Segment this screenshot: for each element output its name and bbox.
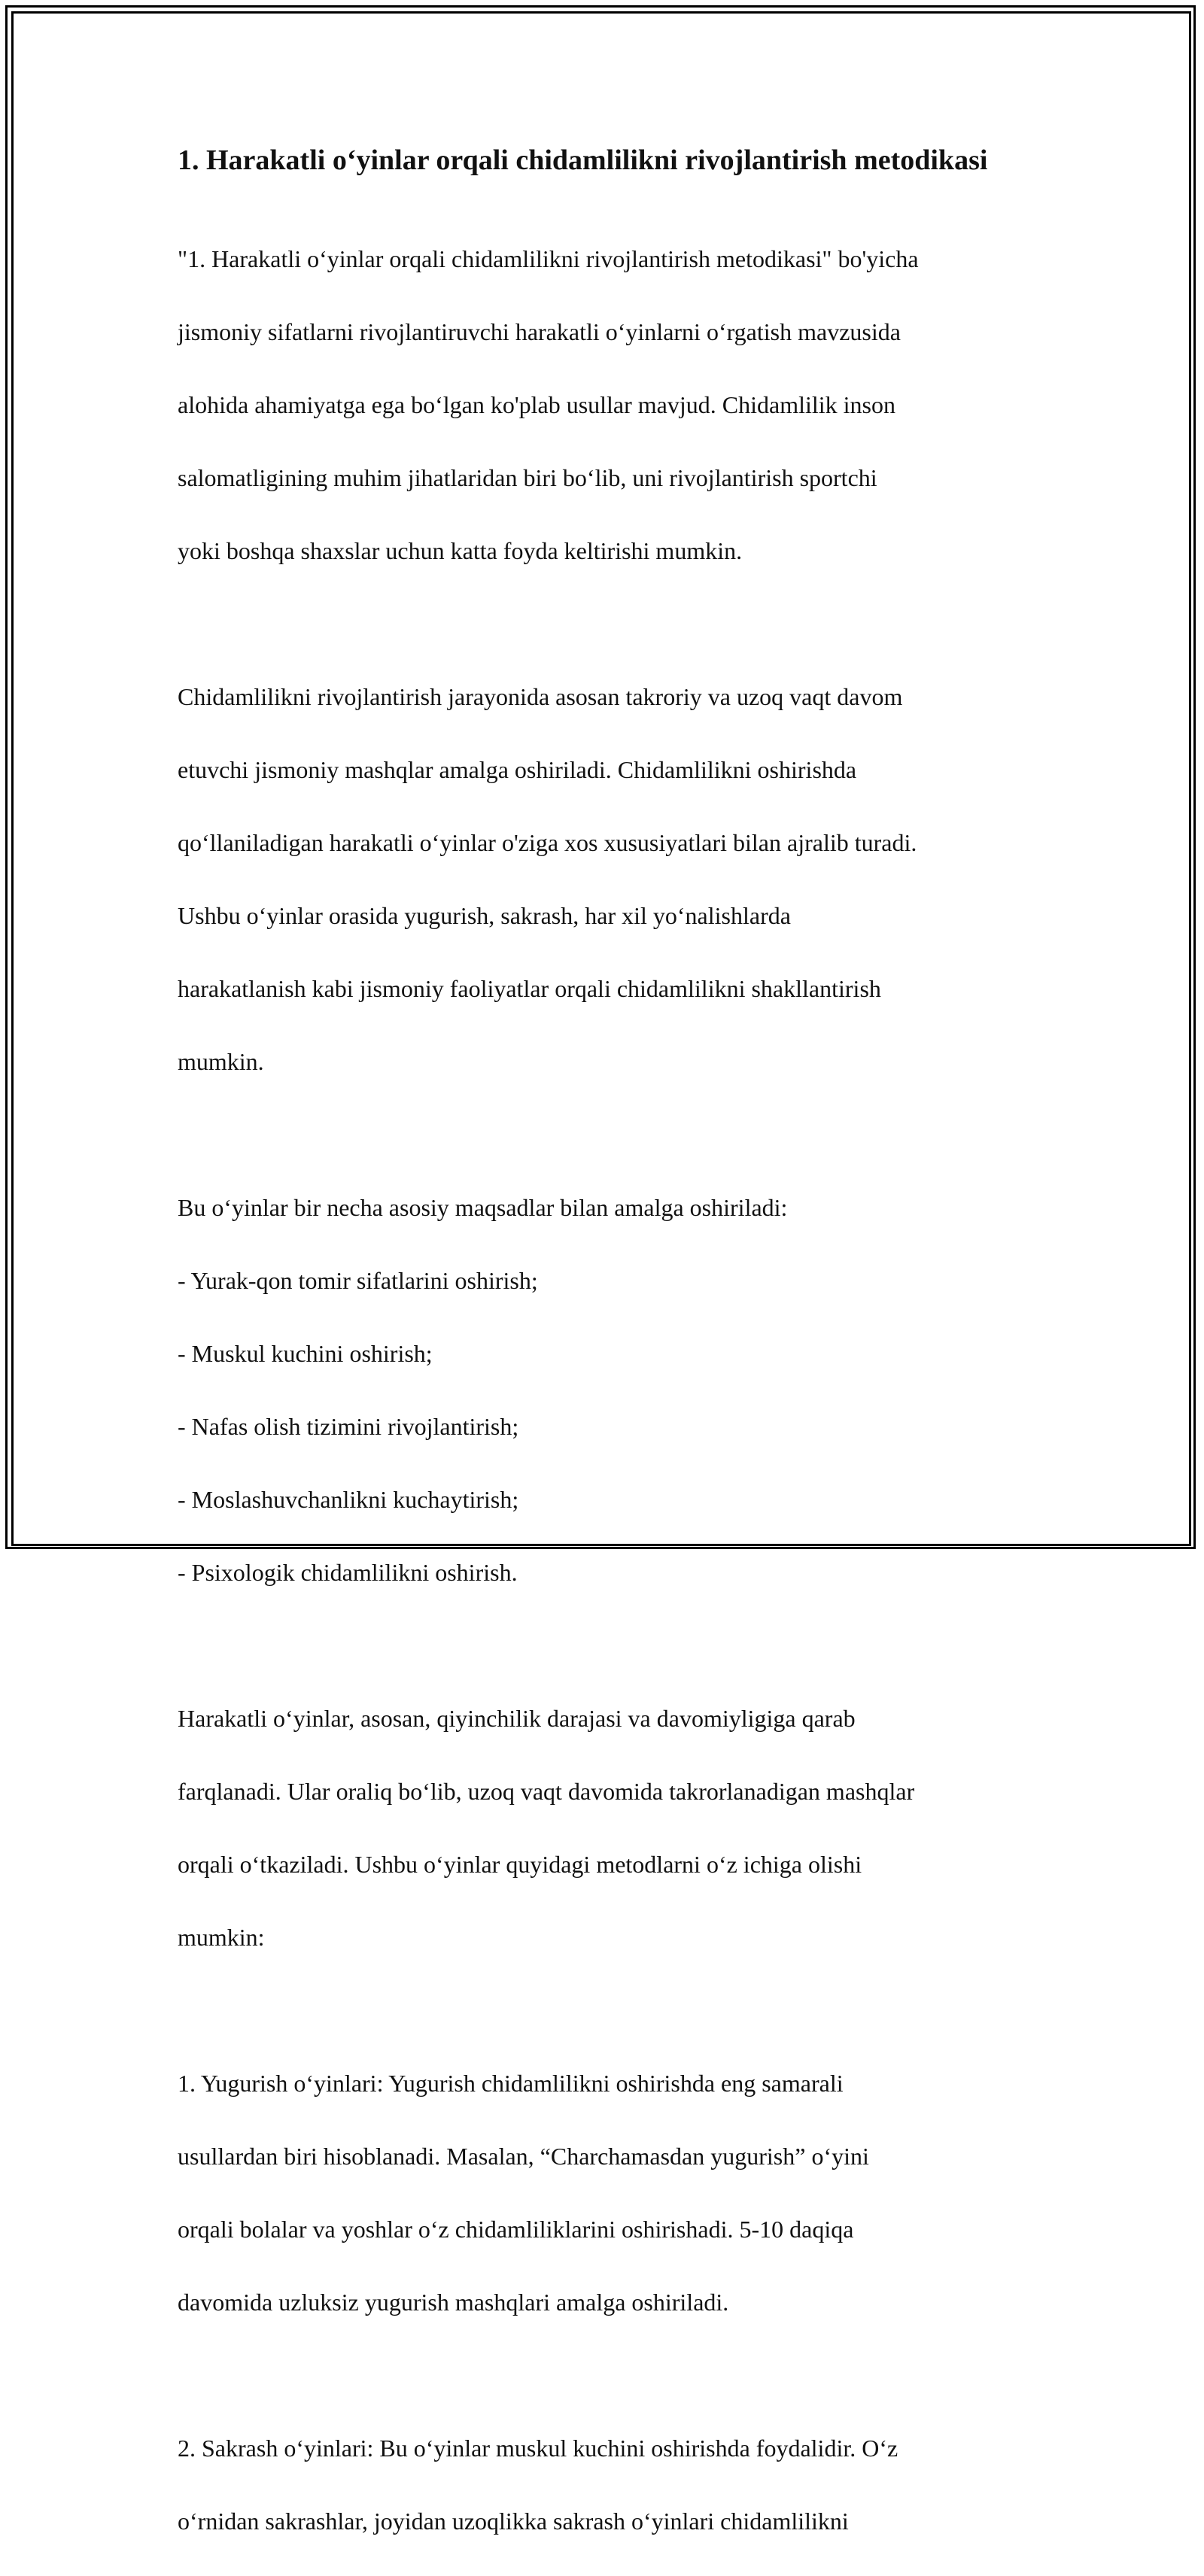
document-page [178, 140, 1050, 2576]
text-line: davomida uzluksiz yugurish mashqlari amalga oshiriladi. [178, 2288, 729, 2316]
text-line: o‘rnidan sakrashlar, joyidan uzoqlikka sakrash o‘yinlari chidamlilikni [178, 2507, 849, 2535]
text-line: jismoniy sifatlarni rivojlantiruvchi harakatli o‘yinlarni o‘rgatish mavzusida [178, 317, 901, 345]
text-line: mumkin. [178, 1047, 264, 1075]
list-item: - Nafas olish tizimini rivojlantirish; [178, 1412, 519, 1440]
text-line: "1. Harakatli o‘yinlar orqali chidamlilikni rivojlantirish metodikasi" bo'yicha [178, 245, 919, 272]
text-line: salomatligining muhim jihatlaridan biri bo‘lib, uni rivojlantirish sportchi [178, 463, 877, 491]
text-line: harakatlanish kabi jismoniy faoliyatlar orqali chidamlilikni shakllantirish [178, 974, 881, 1002]
paragraph-development [178, 642, 1050, 1116]
text-line: usullardan biri hisoblanadi. Masalan, “Charchamasdan yugurish” o‘yini [178, 2142, 869, 2170]
paragraph-running-games [178, 2028, 1050, 2357]
text-line: alohida ahamiyatga ega bo‘lgan ko'plab usullar mavjud. Chidamlilik inson [178, 390, 895, 418]
text-line: qo‘llaniladigan harakatli o‘yinlar o'ziga xos xususiyatlari bilan ajralib turadi. [178, 828, 917, 856]
paragraph-gap [178, 1116, 1050, 1153]
list-item: - Yurak-qon tomir sifatlarini oshirish; [178, 1266, 538, 1294]
text-line: 1. Yugurish o‘yinlari: Yugurish chidamlilikni oshirishda eng samarali [178, 2069, 844, 2097]
paragraph-intro [178, 204, 1050, 606]
text-line: farqlanadi. Ular oraliq bo‘lib, uzoq vaqt davomida takrorlanadigan mashqlar [178, 1777, 915, 1805]
list-item: - Moslashuvchanlikni kuchaytirish; [178, 1485, 519, 1513]
text-line: orqali o‘tkaziladi. Ushbu o‘yinlar quyidagi metodlarni o‘z ichiga olishi [178, 1850, 862, 1878]
paragraph-methods [178, 1663, 1050, 1992]
document-title: 1. Harakatli o‘yinlar orqali chidamlilikni rivojlantirish metodikasi [178, 144, 988, 176]
text-line: mumkin: [178, 1923, 265, 1951]
text-line: Harakatli o‘yinlar, asosan, qiyinchilik darajasi va davomiyligiga qarab [178, 1704, 856, 1732]
text-line: yoki boshqa shaxslar uchun katta foyda keltirishi mumkin. [178, 536, 743, 564]
text-line: 2. Sakrash o‘yinlari: Bu o‘yinlar muskul kuchini oshirishda foydalidir. O‘z [178, 2434, 898, 2462]
paragraph-jumping-games [178, 2393, 1050, 2576]
text-line: Chidamlilikni rivojlantirish jarayonida asosan takroriy va uzoq vaqt davom [178, 682, 903, 710]
paragraph-gap [178, 1992, 1050, 2029]
text-line: Ushbu o‘yinlar orasida yugurish, sakrash, har xil yo‘nalishlarda [178, 901, 791, 929]
text-line: etuvchi jismoniy mashqlar amalga oshiriladi. Chidamlilikni oshirishda [178, 755, 857, 783]
text-line: orqali bolalar va yoshlar o‘z chidamliliklarini oshirishadi. 5-10 daqiqa [178, 2215, 854, 2243]
list-item: - Muskul kuchini oshirish; [178, 1339, 433, 1367]
paragraph-gap [178, 2357, 1050, 2394]
list-intro: Bu o‘yinlar bir necha asosiy maqsadlar bilan amalga oshiriladi: [178, 1193, 788, 1221]
list-item: - Psixologik chidamlilikni oshirish. [178, 1558, 518, 1586]
paragraph-gap [178, 606, 1050, 642]
paragraph-gap [178, 1627, 1050, 1664]
paragraph-goals-list [178, 1153, 1050, 1627]
